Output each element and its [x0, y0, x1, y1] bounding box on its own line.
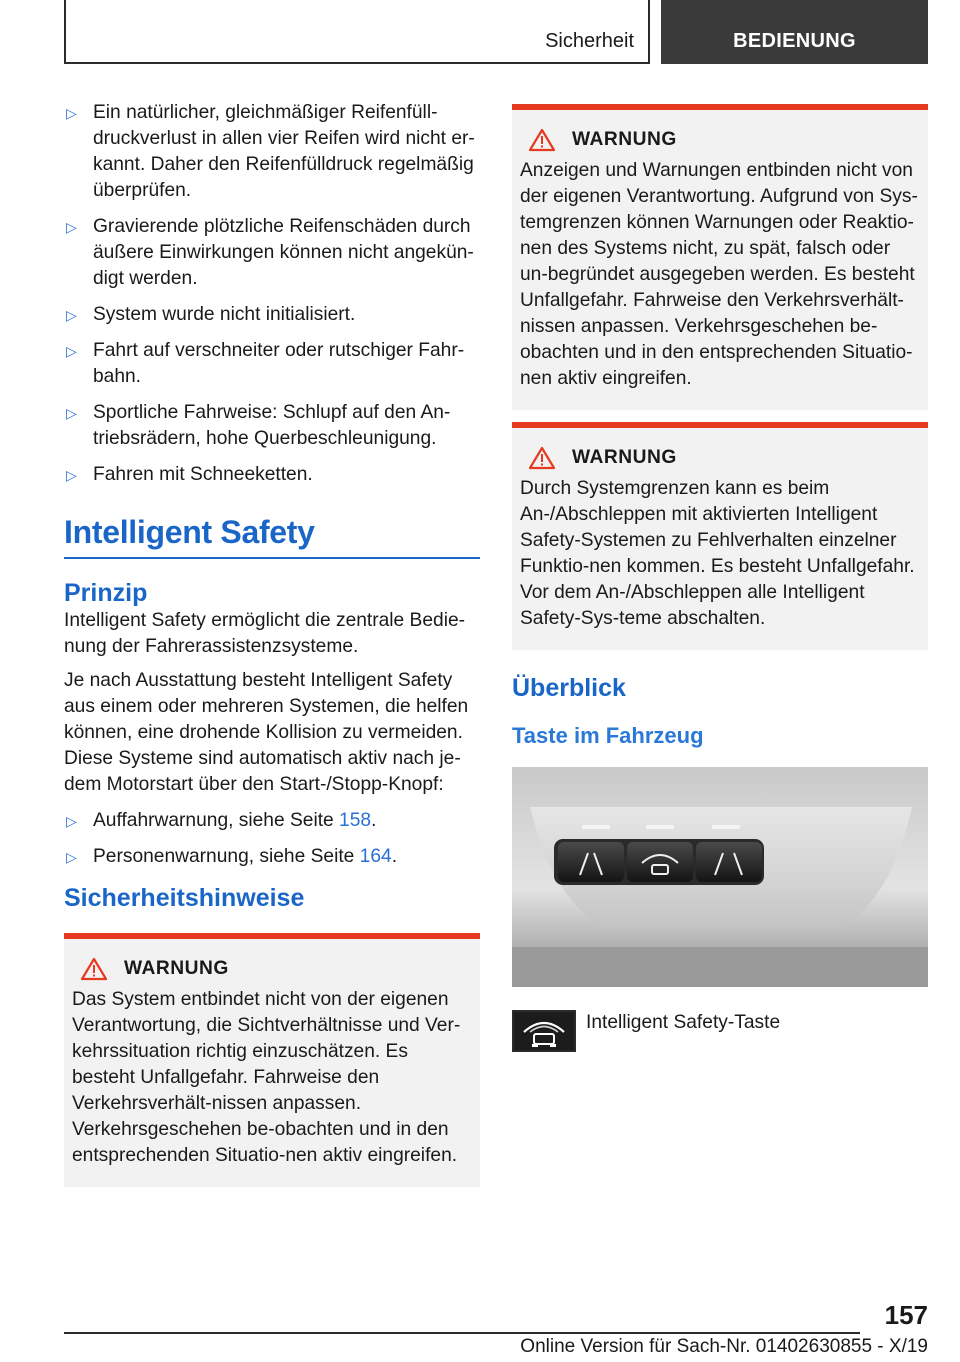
warning-body: Anzeigen und Warnungen entbinden nicht von der eigenen Verantwortung. Aufgrund von Sys-temgrenzen können Warnungen oder Reaktio-nen des Systems nicht, zu spät, falsch oder un-begründet ausgegeben werden. Es besteht Unfallgefahr. Fahrweise den Verkehrsverhält-nissen anpassen. Verkehrsgeschehen be-obachten und in den entsprechenden Situatio-nen aktiv eingreifen.	[520, 160, 918, 389]
header-chapter-tab: BEDIENUNG	[661, 0, 928, 64]
warning-box	[512, 104, 928, 410]
warning-header	[520, 446, 920, 470]
triangle-bullet-icon: ▷	[66, 307, 77, 323]
page-link-158[interactable]: 158	[339, 810, 372, 831]
page-link-164[interactable]: 164	[359, 846, 392, 867]
list-item: ▷ Ein natürlicher, gleichmäßiger Reifenfüll-druckverlust in allen vier Reifen wird nicht er-kannt. Daher den Reifenfülldruck regelmäßig überprüfen.	[66, 102, 475, 201]
list-item: ▷ Fahrt auf verschneiter oder rutschiger Fahr-bahn.	[66, 340, 465, 387]
page-title: Intelligent Safety	[64, 514, 480, 559]
footer-online-version: Online Version für Sach-Nr. 01402630855 - X/19	[520, 1336, 928, 1357]
list-item: ▷ Gravierende plötzliche Reifenschäden durch äußere Einwirkungen können nicht angekün-digt werden.	[66, 216, 474, 289]
triangle-bullet-icon: ▷	[66, 813, 77, 829]
warning-header	[72, 957, 472, 981]
list-item: ▷ Auffahrwarnung, siehe Seite 158.	[64, 808, 480, 834]
vehicle-button-photo	[512, 767, 928, 987]
warning-header	[520, 128, 920, 152]
warning-box	[512, 422, 928, 650]
safety-heading: Sicherheitshinweise	[64, 884, 305, 912]
page-number: 157	[884, 1300, 928, 1330]
list-item: ▷ Sportliche Fahrweise: Schlupf auf den An-triebsrädern, hohe Querbeschleunigung.	[66, 402, 451, 449]
principle-paragraph-1: Intelligent Safety ermöglicht die zentrale Bedie-nung der Fahrerassistenzsysteme.	[64, 610, 466, 657]
triangle-bullet-icon: ▷	[66, 405, 77, 421]
principle-paragraph-2: Je nach Ausstattung besteht Intelligent Safety aus einem oder mehreren Systemen, die helfen können, eine drohende Kollision zu vermeiden. Diese Systeme sind automatisch aktiv nach je-dem Motorstart über den Start-/Stopp-Knopf:	[64, 670, 469, 795]
list-item: ▷ Personenwarnung, siehe Seite 164.	[64, 844, 480, 870]
warning-body: Durch Systemgrenzen kann es beim An-/Abschleppen mit aktivierten Intelligent Safety-Systemen zu Fehlverhalten einzelner Funktio-nen kommen. Es besteht Unfallgefahr. Vor dem An-/Abschleppen alle Intelligent Safety-Sys-teme abschalten.	[520, 478, 915, 629]
systems-list	[64, 808, 480, 870]
triangle-bullet-icon: ▷	[66, 467, 77, 483]
triangle-bullet-icon: ▷	[66, 849, 77, 865]
intelligent-safety-icon	[512, 1010, 576, 1052]
triangle-bullet-icon: ▷	[66, 105, 77, 121]
warning-box	[64, 933, 480, 1187]
right-column	[512, 104, 928, 1052]
icon-caption: Intelligent Safety-Taste	[586, 1012, 781, 1033]
triangle-bullet-icon: ▷	[66, 343, 77, 359]
header-section-label: Sicherheit	[545, 30, 634, 52]
list-item: ▷ Fahren mit Schneeketten.	[64, 462, 480, 488]
warning-title: WARNUNG	[572, 129, 677, 150]
triangle-bullet-icon: ▷	[66, 219, 77, 235]
list-item: ▷ System wurde nicht initialisiert.	[64, 302, 480, 328]
tire-limits-list	[64, 100, 480, 488]
overview-heading: Überblick	[512, 674, 626, 702]
header-section-box	[64, 0, 650, 64]
warning-title: WARNUNG	[572, 447, 677, 468]
warning-triangle-icon	[528, 128, 556, 152]
intelligent-safety-key-row	[512, 1010, 928, 1052]
footer-divider	[64, 1332, 860, 1334]
left-column	[64, 100, 480, 1187]
button-heading: Taste im Fahrzeug	[512, 723, 704, 748]
warning-triangle-icon	[528, 446, 556, 470]
warning-body: Das System entbindet nicht von der eigenen Verantwortung, die Sichtverhältnisse und Ver-kehrssituation richtig einzuschätzen. Es besteht Unfallgefahr. Fahrweise den Verkehrsverhält-nissen anpassen. Verkehrsgeschehen be-obachten und in den entsprechenden Situatio-nen aktiv eingreifen.	[72, 989, 461, 1166]
warning-title: WARNUNG	[124, 958, 229, 979]
principle-heading: Prinzip	[64, 579, 148, 607]
warning-triangle-icon	[80, 957, 108, 981]
